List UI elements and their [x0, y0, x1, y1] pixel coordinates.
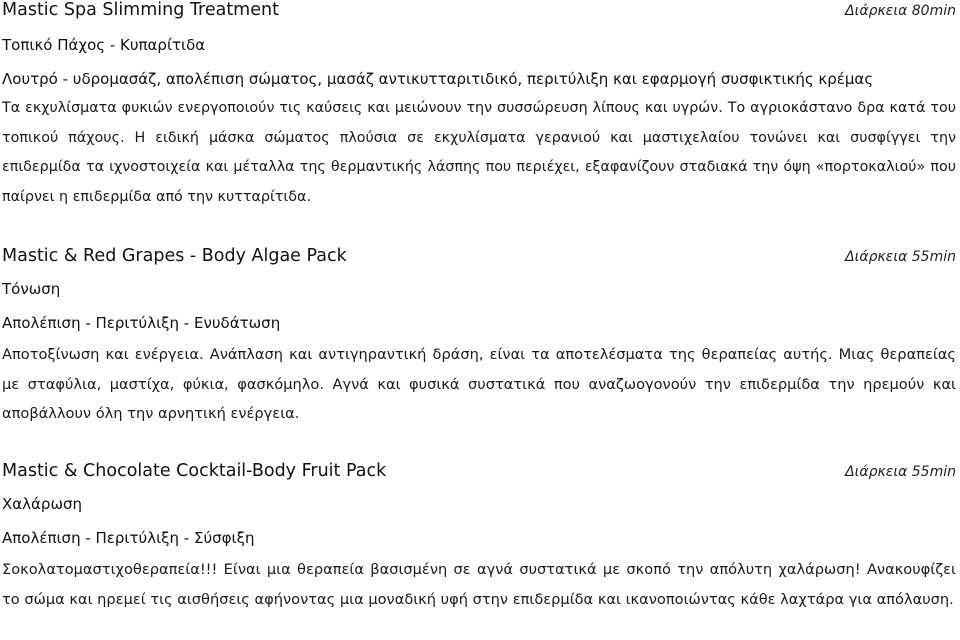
treatment-steps: Απολέπιση - Περιτύλιξη - Σύσφιξη: [2, 529, 255, 547]
treatment-header: [2, 246, 956, 272]
treatment-title: Mastic & Chocolate Cocktail-Body Fruit Pack: [2, 461, 387, 481]
treatment-header: [2, 461, 956, 487]
treatment-duration: Διάρκεια 80min: [845, 3, 956, 19]
treatment-mastic-spa-slimming: [2, 0, 956, 212]
treatment-steps: Απολέπιση - Περιτύλιξη - Ενυδάτωση: [2, 314, 281, 332]
treatment-mastic-red-grapes: [2, 246, 956, 429]
treatment-duration: Διάρκεια 55min: [845, 464, 956, 480]
treatment-steps: Λουτρό - υδρομασάζ, απολέπιση σώματος, μασάζ αντικυτταριτιδικό, περιτύλιξη και εφαρμογή συσφικτικής κρέμας: [2, 70, 874, 88]
treatment-title: Mastic Spa Slimming Treatment: [2, 0, 279, 20]
treatment-mastic-chocolate-cocktail: [2, 461, 956, 614]
treatment-header: [2, 0, 956, 26]
treatment-duration: Διάρκεια 55min: [845, 249, 956, 265]
treatment-description: Αποτοξίνωση και ενέργεια. Ανάπλαση και αντιγηραντική δράση, είναι τα αποτελέσματα της θεραπείας αυτής. Μιας θεραπείας με σταφύλια, μαστίχα, φύκια, φασκόμηλο. Αγνά και φυσικά συστατικά που αναζωογονούν την επιδερμίδα την ηρεμούν και αποβάλλουν όλη την αρνητική ενέργεια.: [2, 346, 956, 422]
treatment-category: Τόνωση: [2, 280, 61, 298]
treatment-description: Σοκολατομαστιχοθεραπεία!!! Είναι μια θεραπεία βασισμένη σε αγνά συστατικά με σκοπό την απόλυτη χαλάρωση! Ανακουφίζει το σώμα και ηρεμεί τις αισθήσεις αφήνοντας μια μοναδική υφή στην επιδερμίδα και ικανοποιώντας κάθε λαχτάρα για απόλαυση.: [2, 561, 956, 608]
treatment-description: Τα εκχυλίσματα φυκιών ενεργοποιούν τις καύσεις και μειώνουν την συσσώρευση λίπους και υγρών. Το αγριοκάστανο δρα κατά του τοπικού πάχους. Η ειδική μάσκα σώματος πλούσια σε εκχυλίσματα γερανιού και μαστιχελαίου τονώνει και συσφίγγει την επιδερμίδα τα ιχνοστοιχεία και μέταλλα της θερμαντικής λάσπης που περιέχει, εξαφανίζουν σταδιακά την όψη «πορτοκαλιού» που παίρνει η επιδερμίδα από την κυτταρίτιδα.: [2, 100, 956, 205]
treatment-title: Mastic & Red Grapes - Body Algae Pack: [2, 246, 347, 266]
treatment-category: Χαλάρωση: [2, 495, 83, 513]
treatment-category: Τοπικό Πάχος - Κυπαρίτιδα: [2, 36, 206, 54]
